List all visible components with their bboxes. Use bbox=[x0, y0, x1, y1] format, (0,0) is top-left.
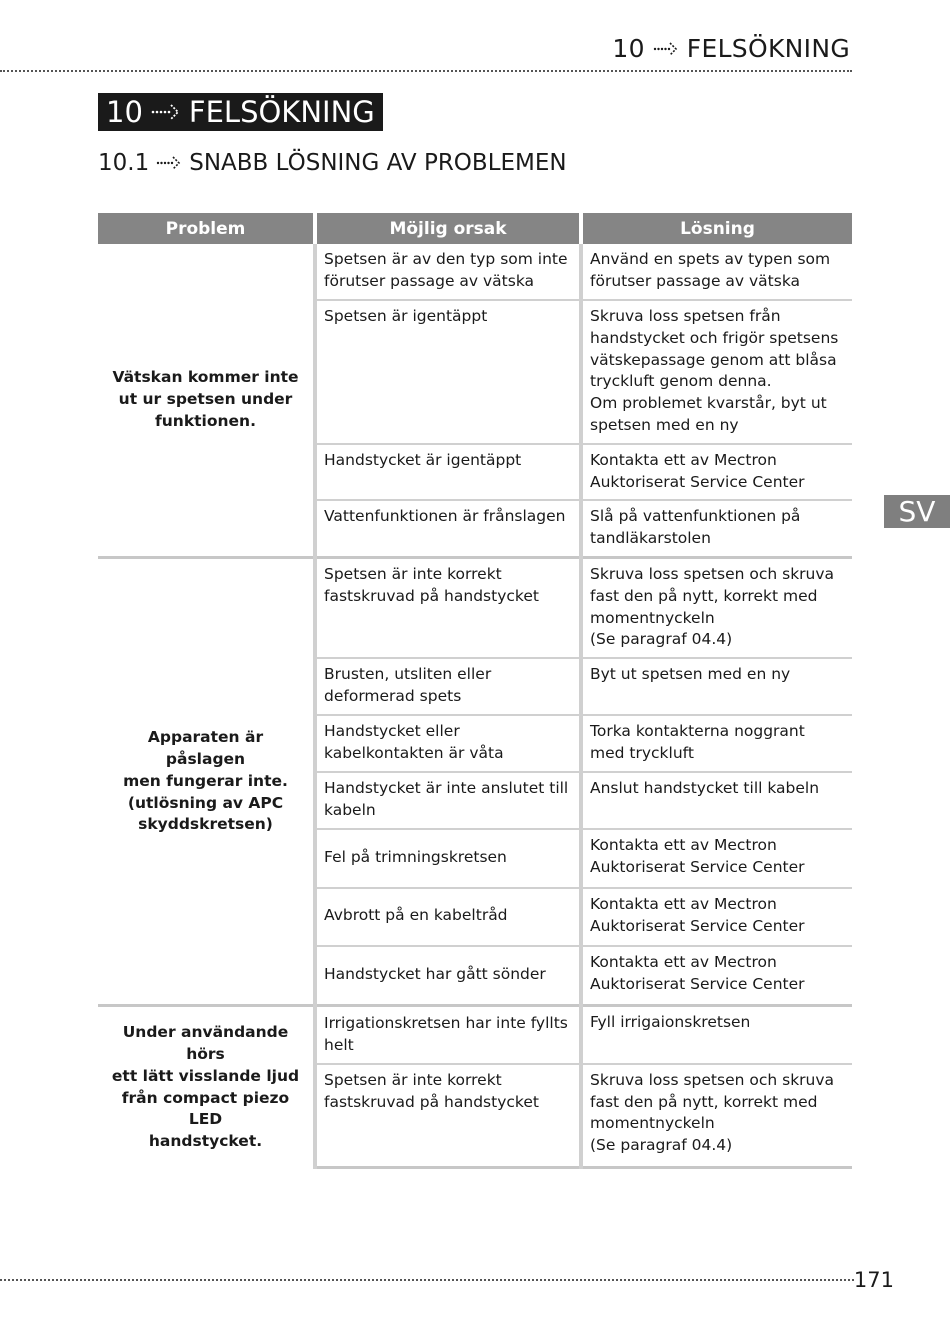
cause-cell: Spetsen är igentäppt bbox=[315, 300, 581, 444]
table-row bbox=[98, 557, 852, 658]
header-divider bbox=[0, 70, 852, 72]
solution-cell: Slå på vattenfunktionen på tandläkarstolen bbox=[581, 500, 852, 557]
troubleshooting-table bbox=[98, 213, 852, 1169]
running-header-title: FELSÖKNING bbox=[686, 34, 850, 63]
cause-cell: Spetsen är inte korrekt fastskruvad på handstycket bbox=[315, 557, 581, 658]
cause-cell: Vattenfunktionen är frånslagen bbox=[315, 500, 581, 557]
cause-cell: Handstycket är inte anslutet till kabeln bbox=[315, 772, 581, 829]
cause-cell: Spetsen är inte korrekt fastskruvad på handstycket bbox=[315, 1064, 581, 1168]
cause-cell: Spetsen är av den typ som inte förutser passage av vätska bbox=[315, 244, 581, 300]
solution-cell: Kontakta ett av Mectron Auktoriserat Service Center bbox=[581, 888, 852, 946]
table-row bbox=[98, 1006, 852, 1064]
cause-cell: Fel på trimningskretsen bbox=[315, 829, 581, 888]
problem-cell: Apparaten är påslagen men fungerar inte. (utlösning av APC skyddskretsen) bbox=[98, 557, 315, 1005]
cause-cell: Irrigationskretsen har inte fyllts helt bbox=[315, 1006, 581, 1064]
cause-cell: Handstycket eller kabelkontakten är våta bbox=[315, 715, 581, 772]
solution-cell: Anslut handstycket till kabeln bbox=[581, 772, 852, 829]
table-row bbox=[98, 244, 852, 300]
problem-cell: Under användande hörs ett lätt visslande ljud från compact piezo LED handstycket. bbox=[98, 1006, 315, 1168]
header-problem: Problem bbox=[98, 213, 315, 244]
footer-divider bbox=[0, 1279, 854, 1281]
solution-cell: Skruva loss spetsen och skruva fast den på nytt, korrekt med momentnyckeln (Se paragraf 04.4) bbox=[581, 557, 852, 658]
cause-cell: Avbrott på en kabeltråd bbox=[315, 888, 581, 946]
problem-cell: Vätskan kommer inte ut ur spetsen under funktionen. bbox=[112, 368, 299, 430]
dotted-arrow-icon bbox=[156, 155, 182, 171]
section-name: SNABB LÖSNING AV PROBLEMEN bbox=[189, 150, 567, 176]
solution-cell: Byt ut spetsen med en ny bbox=[581, 658, 852, 715]
solution-cell: Skruva loss spetsen och skruva fast den på nytt, korrekt med momentnyckeln (Se paragraf 04.4) bbox=[581, 1064, 852, 1168]
solution-cell: Torka kontakterna noggrant med tryckluft bbox=[581, 715, 852, 772]
running-header bbox=[612, 34, 850, 63]
cause-cell: Brusten, utsliten eller deformerad spets bbox=[315, 658, 581, 715]
solution-cell: Kontakta ett av Mectron Auktoriserat Service Center bbox=[581, 829, 852, 888]
dotted-arrow-icon bbox=[653, 41, 679, 57]
chapter-number: 10 bbox=[106, 95, 143, 129]
cause-cell: Handstycket är igentäppt bbox=[315, 444, 581, 501]
header-solution: Lösning bbox=[581, 213, 852, 244]
language-tab: SV bbox=[884, 495, 950, 528]
solution-cell: Kontakta ett av Mectron Auktoriserat Service Center bbox=[581, 946, 852, 1006]
solution-cell: Använd en spets av typen som förutser passage av vätska bbox=[581, 244, 852, 300]
solution-cell: Fyll irrigaionskretsen bbox=[581, 1006, 852, 1064]
chapter-title bbox=[98, 93, 383, 131]
chapter-name: FELSÖKNING bbox=[188, 95, 375, 129]
header-cause: Möjlig orsak bbox=[315, 213, 581, 244]
section-number: 10.1 bbox=[98, 150, 150, 176]
solution-cell: Skruva loss spetsen från handstycket och frigör spetsens vätskepassage genom att blåsa tryckluft genom denna. Om problemet kvarstår, byt ut spetsen med en ny bbox=[581, 300, 852, 444]
page-number: 171 bbox=[853, 1268, 894, 1292]
dotted-arrow-icon bbox=[151, 103, 181, 121]
table-header-row bbox=[98, 213, 852, 244]
section-title bbox=[98, 150, 567, 176]
running-header-number: 10 bbox=[612, 34, 645, 63]
cause-cell: Handstycket har gått sönder bbox=[315, 946, 581, 1006]
solution-cell: Kontakta ett av Mectron Auktoriserat Service Center bbox=[581, 444, 852, 501]
